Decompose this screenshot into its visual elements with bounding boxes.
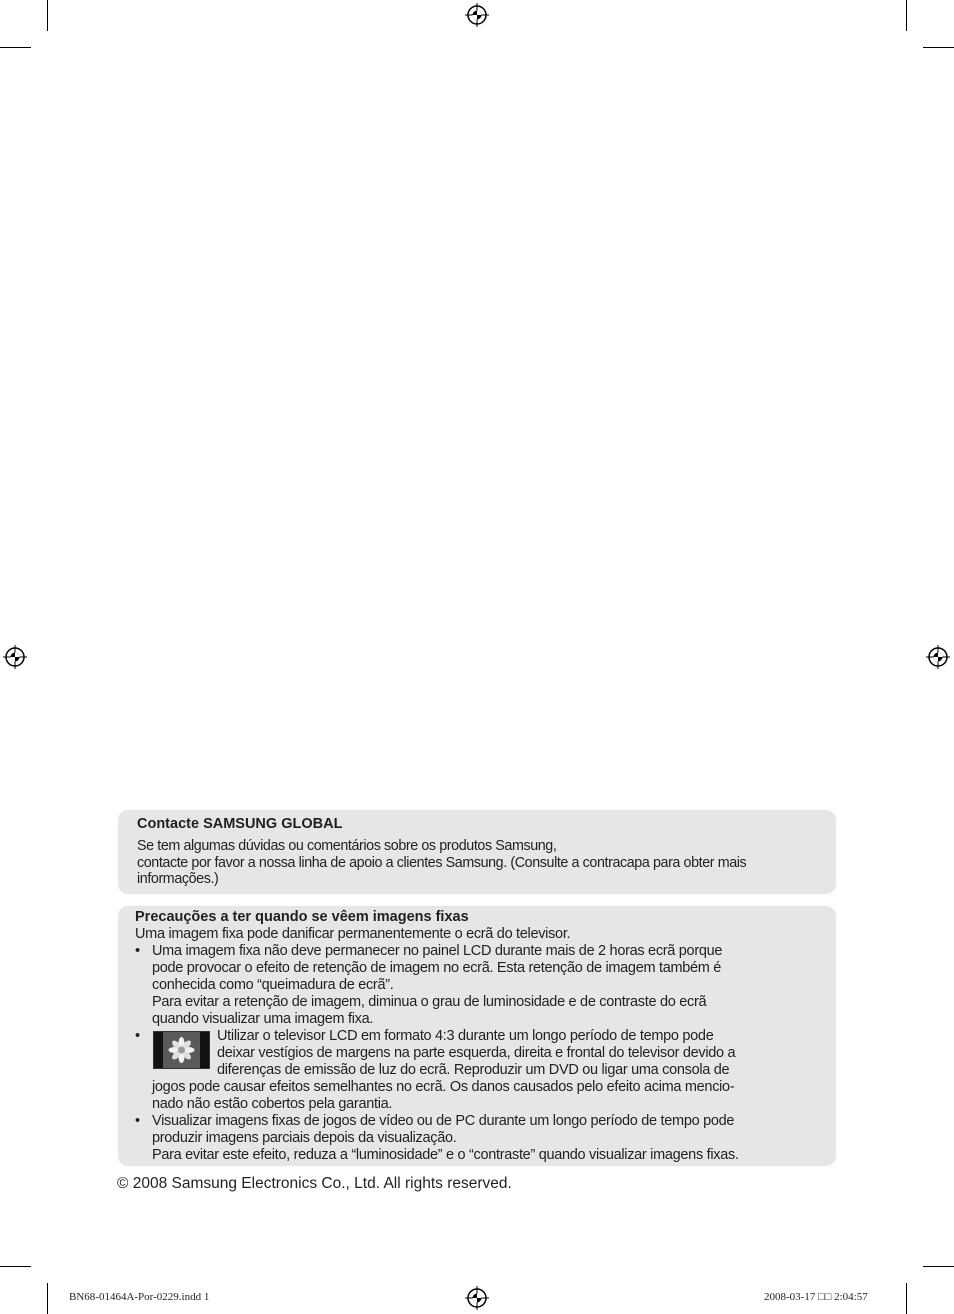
contact-line: informações.): [137, 871, 219, 887]
precaution-item: [135, 1028, 820, 1113]
precautions-intro: Uma imagem fixa pode danificar permanentemente o ecrã do televisor.: [135, 926, 571, 942]
item-line: quando visualizar uma imagem fixa.: [152, 1011, 374, 1027]
crop-mark-bottom-left-vertical: [47, 1283, 48, 1314]
footer-filename: BN68-01464A-Por-0229.indd 1: [69, 1291, 210, 1303]
precautions-box: [118, 906, 836, 1166]
registration-mark-icon: [465, 1286, 489, 1310]
crop-mark-bottom-right-vertical: [906, 1283, 907, 1314]
registration-mark-icon: [926, 645, 950, 669]
crop-mark-top-right-horizontal: [923, 47, 954, 48]
item-line: produzir imagens parciais depois da visualização.: [152, 1130, 457, 1146]
precaution-item: [135, 1113, 820, 1164]
crop-mark-bottom-left-horizontal: [0, 1266, 31, 1267]
item-line: Para evitar este efeito, reduza a “luminosidade” e o “contraste” quando visualizar imagens fixas.: [152, 1147, 739, 1163]
item-line: Para evitar a retenção de imagem, diminua o grau de luminosidade e de contraste do ecrã: [152, 994, 707, 1010]
registration-mark-icon: [3, 645, 27, 669]
contact-line: Se tem algumas dúvidas ou comentários sobre os produtos Samsung,: [137, 838, 557, 854]
item-line: deixar vestígios de margens na parte esquerda, direita e frontal do televisor devido a: [217, 1045, 736, 1061]
contact-samsung-box: [118, 810, 836, 894]
contact-title: Contacte SAMSUNG GLOBAL: [137, 816, 343, 832]
copyright-notice: © 2008 Samsung Electronics Co., Ltd. All rights reserved.: [117, 1175, 512, 1192]
registration-mark-icon: [465, 3, 489, 27]
item-line: diferenças de emissão de luz do ecrã. Reproduzir um DVD ou ligar uma consola de: [217, 1062, 730, 1078]
item-line: nado não estão cobertos pela garantia.: [152, 1096, 393, 1112]
footer-datetime: 2008-03-17 □□ 2:04:57: [764, 1291, 868, 1303]
item-line: conhecida como “queimadura de ecrã”.: [152, 977, 394, 993]
precaution-item: [135, 943, 820, 1028]
tv-flower-image-icon: [153, 1031, 210, 1069]
crop-mark-top-right-vertical: [906, 0, 907, 31]
bullet-icon: •: [135, 1028, 140, 1044]
precautions-title: Precauções a ter quando se vêem imagens fixas: [135, 909, 469, 925]
contact-text: [137, 838, 818, 888]
crop-mark-bottom-right-horizontal: [923, 1266, 954, 1267]
crop-mark-top-left-horizontal: [0, 47, 31, 48]
bullet-icon: •: [135, 1113, 140, 1129]
item-line: jogos pode causar efeitos semelhantes no ecrã. Os danos causados pelo efeito acima mencio-: [152, 1079, 735, 1095]
item-line: Uma imagem fixa não deve permanecer no painel LCD durante mais de 2 horas ecrã porque: [152, 943, 723, 959]
item-line: pode provocar o efeito de retenção de imagem no ecrã. Esta retenção de imagem também é: [152, 960, 722, 976]
contact-line: contacte por favor a nossa linha de apoio a clientes Samsung. (Consulte a contracapa para obter mais: [137, 854, 747, 871]
bullet-icon: •: [135, 943, 140, 959]
item-line: Visualizar imagens fixas de jogos de vídeo ou de PC durante um longo período de tempo pode: [152, 1113, 735, 1129]
crop-mark-top-left-vertical: [47, 0, 48, 31]
item-line: Utilizar o televisor LCD em formato 4:3 durante um longo período de tempo pode: [217, 1028, 714, 1044]
